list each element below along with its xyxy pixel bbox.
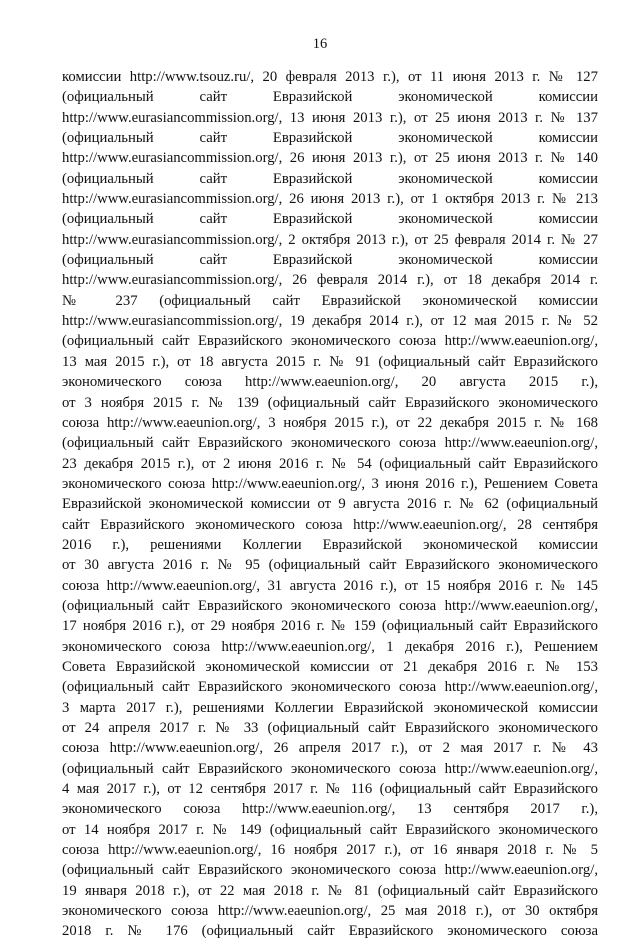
text-line: 4 мая 2017 г.), от 12 сентября 2017 г. № 116 (официальный сайт Евразийского	[62, 781, 598, 798]
text-line: (официальный сайт Евразийской экономической комиссии	[62, 130, 598, 147]
text-line: (официальный сайт Евразийской экономической комиссии	[62, 89, 598, 106]
text-line: от 24 апреля 2017 г. № 33 (официальный сайт Евразийского экономического	[62, 720, 598, 736]
text-line: (официальный сайт Евразийского экономического союза http://www.eaeunion.org/,	[62, 333, 598, 350]
text-line: экономического союза http://www.eaeunion.org/, 1 декабря 2016 г.), Решением	[62, 638, 598, 655]
text-line: от 14 ноября 2017 г. № 149 (официальный сайт Евразийского экономического	[62, 821, 598, 838]
text-line: Евразийской экономической комиссии от 9 августа 2016 г. № 62 (официальный	[62, 496, 598, 513]
text-line: союза http://www.eaeunion.org/, 3 ноября 2015 г.), от 22 декабря 2015 г. № 168	[62, 414, 598, 431]
text-line: от 3 ноября 2015 г. № 139 (официальный сайт Евразийского экономического	[62, 394, 598, 411]
text-line: http://www.eurasiancommission.org/, 13 июня 2013 г.), от 25 июня 2013 г. № 137	[62, 109, 598, 126]
text-line: (официальный сайт Евразийского экономического союза http://www.eaeunion.org/,	[62, 597, 598, 614]
text-line: 2018 г. № 176 (официальный сайт Евразийского экономического союза	[62, 923, 598, 940]
text-line: 23 декабря 2015 г.), от 2 июня 2016 г. № 54 (официальный сайт Евразийского	[62, 455, 598, 472]
text-line: № 237 (официальный сайт Евразийской экономической комиссии	[62, 292, 598, 309]
text-line: союза http://www.eaeunion.org/, 31 августа 2016 г.), от 15 ноября 2016 г. № 145	[62, 577, 598, 594]
text-line: http://www.eurasiancommission.org/, 26 июня 2013 г.), от 25 июня 2013 г. № 140	[62, 150, 598, 167]
text-line: http://www.eurasiancommission.org/, 26 июня 2013 г.), от 1 октября 2013 г. № 213	[62, 191, 598, 208]
body-paragraph	[62, 67, 598, 942]
text-line: (официальный сайт Евразийского экономического союза http://www.eaeunion.org/,	[62, 435, 598, 452]
text-line: союза http://www.eaeunion.org/, 16 ноября 2017 г.), от 16 января 2018 г. № 5	[62, 842, 598, 859]
text-line: Совета Евразийской экономической комиссии от 21 декабря 2016 г. № 153	[62, 658, 598, 675]
text-line: (официальный сайт Евразийской экономической комиссии	[62, 211, 598, 228]
text-line: (официальный сайт Евразийской экономической комиссии	[62, 170, 598, 187]
text-line: 2016 г.), решениями Коллегии Евразийской экономической комиссии	[62, 536, 598, 553]
text-line: экономического союза http://www.eaeunion.org/, 13 сентября 2017 г.),	[62, 801, 598, 818]
text-line: (официальный сайт Евразийского экономического союза http://www.eaeunion.org/,	[62, 862, 598, 879]
text-line: http://www.eurasiancommission.org/, 19 декабря 2014 г.), от 12 мая 2015 г. № 52	[62, 313, 598, 330]
text-line: 17 ноября 2016 г.), от 29 ноября 2016 г. № 159 (официальный сайт Евразийского	[62, 618, 598, 635]
text-line: http://www.eurasiancommission.org/, 26 февраля 2014 г.), от 18 декабря 2014 г.	[62, 272, 598, 289]
text-line: сайт Евразийского экономического союза http://www.eaeunion.org/, 28 сентября	[62, 516, 598, 533]
text-line: комиссии http://www.tsouz.ru/, 20 февраля 2013 г.), от 11 июня 2013 г. № 127	[62, 69, 598, 85]
text-line: http://www.eurasiancommission.org/, 2 октября 2013 г.), от 25 февраля 2014 г. № 27	[62, 231, 598, 248]
text-line: 19 января 2018 г.), от 22 мая 2018 г. № 81 (официальный сайт Евразийского	[62, 882, 598, 899]
page-number: 16	[312, 36, 328, 52]
text-line: 3 марта 2017 г.), решениями Коллегии Евразийской экономической комиссии	[62, 699, 598, 716]
text-line: экономического союза http://www.eaeunion.org/, 3 июня 2016 г.), Решением Совета	[62, 475, 598, 492]
text-line: (официальный сайт Евразийского экономического союза http://www.eaeunion.org/,	[62, 760, 598, 777]
text-line: союза http://www.eaeunion.org/, 26 апреля 2017 г.), от 2 мая 2017 г. № 43	[62, 740, 598, 757]
text-line: 13 мая 2015 г.), от 18 августа 2015 г. № 91 (официальный сайт Евразийского	[62, 353, 598, 370]
text-line: (официальный сайт Евразийской экономической комиссии	[62, 252, 598, 269]
text-line: (официальный сайт Евразийского экономического союза http://www.eaeunion.org/,	[62, 679, 598, 696]
text-line: экономического союза http://www.eaeunion.org/, 25 мая 2018 г.), от 30 октября	[62, 903, 598, 920]
text-line: экономического союза http://www.eaeunion.org/, 20 августа 2015 г.),	[62, 374, 598, 391]
text-line: от 30 августа 2016 г. № 95 (официальный сайт Евразийского экономического	[62, 557, 598, 574]
